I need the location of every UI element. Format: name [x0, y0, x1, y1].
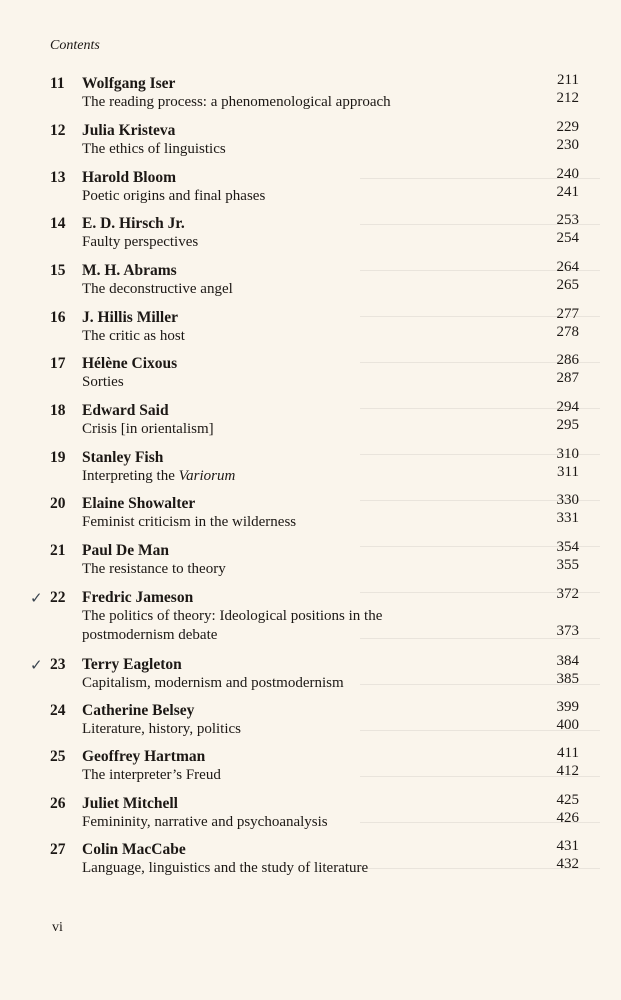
page-number-author: 229 — [556, 119, 579, 135]
page-number-title: 385 — [556, 671, 579, 687]
chapter-title-line: Capitalism, modernism and postmodernism — [82, 675, 344, 691]
chapter-number: 25 — [50, 748, 66, 765]
chapter-title — [82, 720, 241, 739]
chapter-author: Terry Eagleton — [82, 656, 182, 673]
chapter-title — [82, 813, 328, 832]
chapter-title-line: The reading process: a phenomenological approach — [82, 94, 391, 110]
chapter-title — [82, 607, 382, 645]
chapter-author: Colin MacCabe — [82, 841, 186, 858]
page-number-title: 230 — [556, 137, 579, 153]
chapter-title-line: Literature, history, politics — [82, 721, 241, 737]
chapter-author: Julia Kristeva — [82, 122, 176, 139]
page-number-author: 354 — [556, 539, 579, 555]
page-number-author: 294 — [556, 399, 579, 415]
chapter-title — [82, 560, 226, 579]
chapter-number: 24 — [50, 702, 66, 719]
chapter-number: 19 — [50, 449, 66, 466]
chapter-author: Wolfgang Iser — [82, 75, 176, 92]
chapter-title-line: Faulty perspectives — [82, 234, 199, 250]
chapter-title — [82, 420, 214, 439]
chapter-title — [82, 187, 265, 206]
page-number-author: 372 — [556, 586, 579, 602]
chapter-author: Paul De Man — [82, 542, 169, 559]
chapter-title — [82, 327, 185, 346]
chapter-title-text: Interpreting the — [82, 468, 179, 484]
page-number-author: 211 — [557, 72, 579, 88]
page-number-title: 212 — [556, 90, 579, 106]
chapter-title — [82, 140, 226, 159]
chapter-author: Stanley Fish — [82, 449, 164, 466]
chapter-title-line: The politics of theory: Ideological positions in the — [82, 608, 383, 624]
chapter-title-line: Language, linguistics and the study of literature — [82, 860, 369, 876]
chapter-title-line: Crisis [in orientalism] — [82, 421, 214, 437]
page-number-title: 373 — [556, 623, 579, 639]
chapter-title — [82, 280, 233, 299]
page-number-author: 330 — [556, 492, 579, 508]
chapter-title — [82, 467, 235, 486]
running-head: Contents — [50, 38, 100, 53]
page-number-author: 384 — [556, 653, 579, 669]
chapter-number: 17 — [50, 355, 66, 372]
page-number-author: 310 — [556, 446, 579, 462]
handwritten-check-icon: ✓ — [30, 591, 43, 607]
chapter-number: 26 — [50, 795, 66, 812]
page-number-title: 400 — [556, 717, 579, 733]
page-number-author: 264 — [556, 259, 579, 275]
chapter-title-line: The ethics of linguistics — [82, 141, 226, 157]
chapter-title-italic: Variorum — [178, 468, 236, 484]
chapter-title — [82, 233, 198, 252]
page-number-title: 432 — [556, 856, 579, 872]
chapter-title — [82, 674, 344, 693]
chapter-title — [82, 859, 368, 878]
chapter-title-line: The resistance to theory — [82, 561, 226, 577]
chapter-number: 20 — [50, 495, 66, 512]
page-number-author: 253 — [556, 212, 579, 228]
page-number-title: 331 — [556, 510, 579, 526]
chapter-title — [82, 93, 391, 112]
chapter-title-line: The deconstructive angel — [82, 281, 233, 297]
page-number-title: 287 — [556, 370, 579, 386]
chapter-author: Elaine Showalter — [82, 495, 196, 512]
page-number-title: 241 — [556, 184, 579, 200]
chapter-author: E. D. Hirsch Jr. — [82, 215, 185, 232]
chapter-number: 23 — [50, 656, 66, 673]
page-number-author: 286 — [556, 352, 579, 368]
page-number-title: 355 — [556, 557, 579, 573]
chapter-number: 27 — [50, 841, 66, 858]
chapter-author: Edward Said — [82, 402, 169, 419]
chapter-author: Hélène Cixous — [82, 355, 178, 372]
chapter-number: 13 — [50, 169, 66, 186]
chapter-title-line: The critic as host — [82, 328, 185, 344]
chapter-number: 11 — [50, 75, 65, 92]
chapter-author: Geoffrey Hartman — [82, 748, 206, 765]
page-number-author: 411 — [557, 745, 579, 761]
page-number-title: 254 — [556, 230, 579, 246]
chapter-number: 18 — [50, 402, 66, 419]
chapter-author: J. Hillis Miller — [82, 309, 178, 326]
chapter-title-line: The interpreter’s Freud — [82, 767, 221, 783]
chapter-author: Harold Bloom — [82, 169, 177, 186]
chapter-title — [82, 766, 221, 785]
page-number-author: 431 — [556, 838, 579, 854]
page-number-title: 265 — [556, 277, 579, 293]
page-number-title: 426 — [556, 810, 579, 826]
page-folio: vi — [52, 920, 63, 935]
chapter-author: Catherine Belsey — [82, 702, 195, 719]
page-number-author: 399 — [556, 699, 579, 715]
chapter-title — [82, 513, 296, 532]
page-number-title: 311 — [557, 464, 579, 480]
chapter-number: 15 — [50, 262, 66, 279]
page-number-author: 240 — [556, 166, 579, 182]
chapter-title-line: Poetic origins and final phases — [82, 188, 266, 204]
chapter-number: 22 — [50, 589, 66, 606]
chapter-number: 14 — [50, 215, 66, 232]
chapter-title — [82, 373, 124, 392]
handwritten-check-icon: ✓ — [30, 658, 43, 674]
chapter-author: Juliet Mitchell — [82, 795, 178, 812]
chapter-author: M. H. Abrams — [82, 262, 177, 279]
page-number-author: 277 — [556, 306, 579, 322]
page-number-author: 425 — [556, 792, 579, 808]
chapter-title-line: Femininity, narrative and psychoanalysis — [82, 814, 328, 830]
chapter-number: 21 — [50, 542, 66, 559]
page-number-title: 412 — [556, 763, 579, 779]
chapter-title-line: Sorties — [82, 374, 124, 390]
chapter-title-line: Feminist criticism in the wilderness — [82, 514, 297, 530]
page-number-title: 295 — [556, 417, 579, 433]
chapter-author: Fredric Jameson — [82, 589, 194, 606]
page-number-title: 278 — [556, 324, 579, 340]
chapter-number: 16 — [50, 309, 66, 326]
chapter-number: 12 — [50, 122, 66, 139]
chapter-title-line: postmodernism debate — [82, 627, 218, 643]
